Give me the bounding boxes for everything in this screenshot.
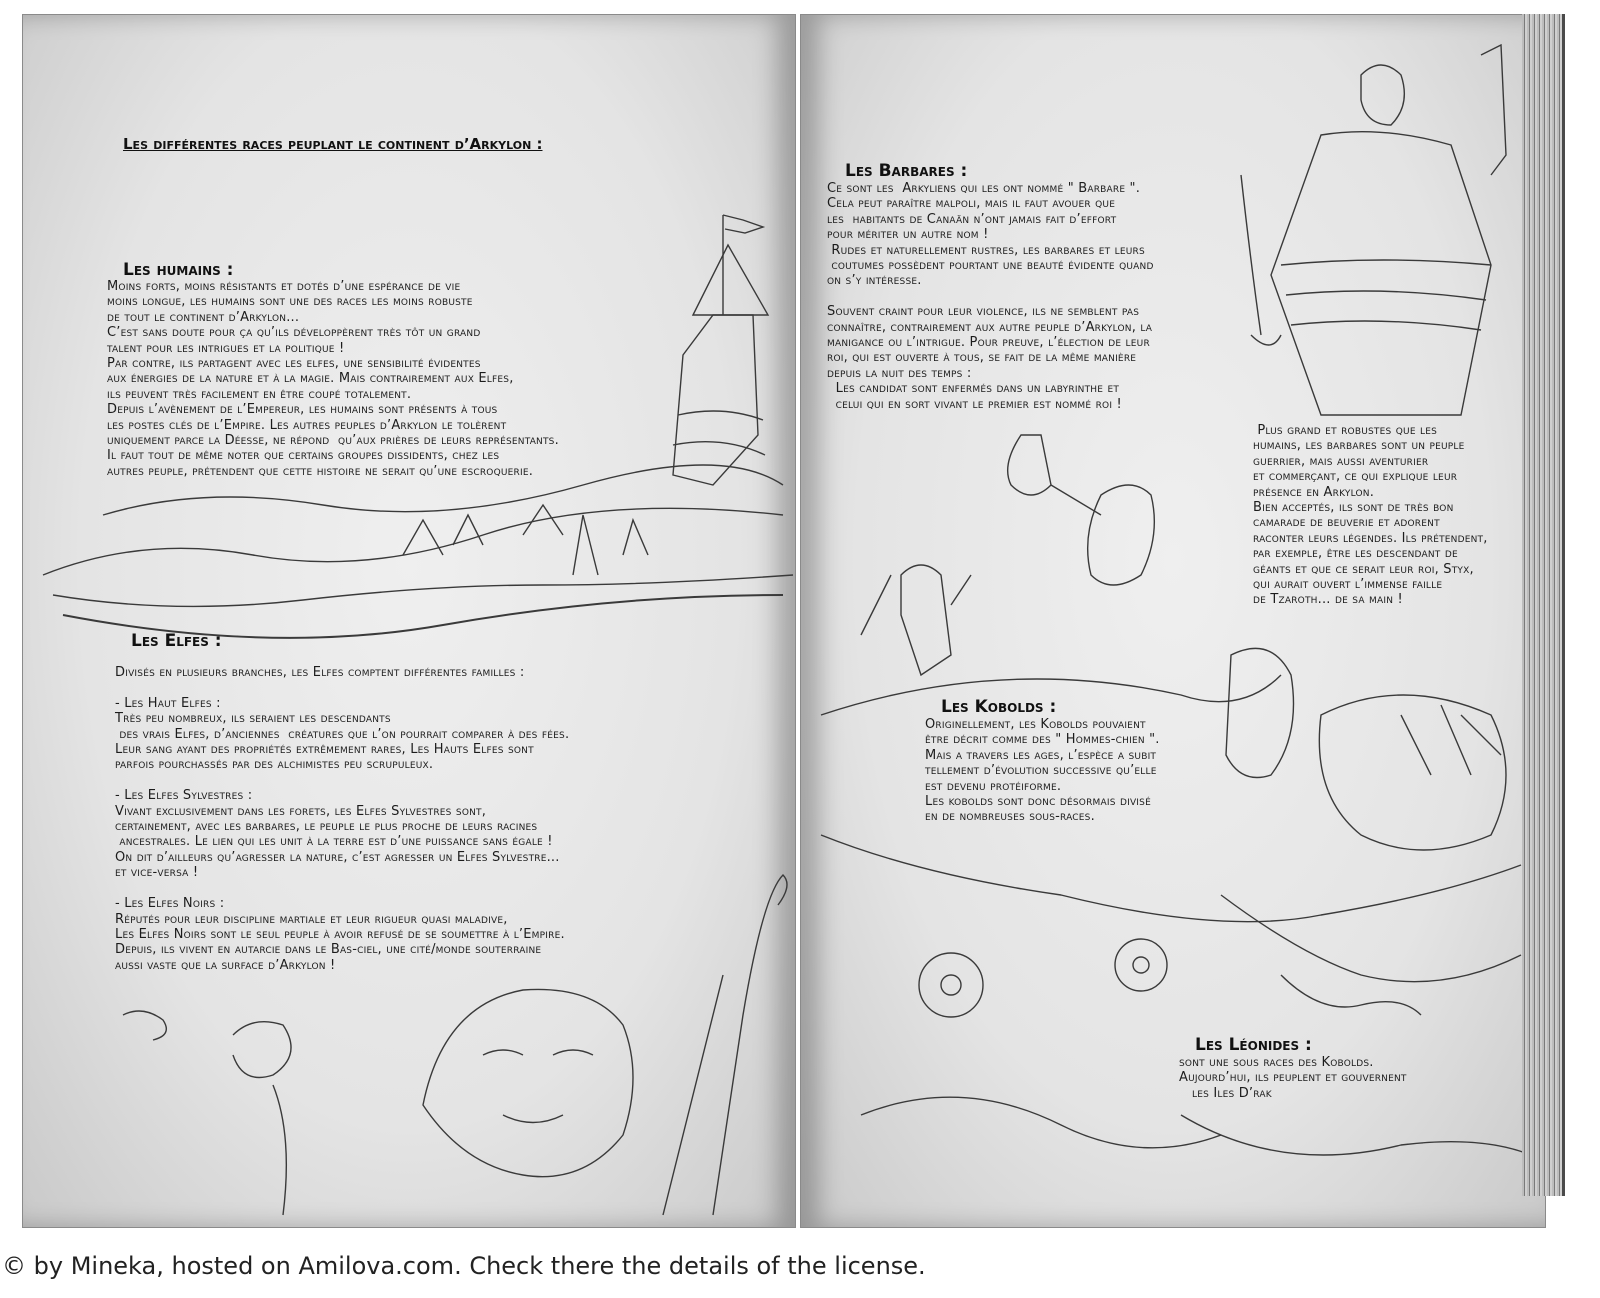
text-line: Aujourd’hui, ils peuplent et gouvernent: [1179, 1070, 1407, 1086]
text-line: les habitants de Canaän n’ont jamais fait d’effort: [827, 211, 1117, 227]
leonides-text: [1179, 1055, 1407, 1101]
text-line: uniquement parce la Déesse, ne répond qu’aux prières de leurs représentants.: [107, 433, 559, 449]
text-line: Par contre, ils partagent avec les elfes, une sensibilité évidentes: [107, 356, 481, 372]
barbares-aside-text: [1253, 423, 1488, 608]
text-line: camarade de beuverie et adorent: [1253, 515, 1440, 531]
text-line: [115, 773, 569, 788]
text-line: - Les Elfes Noirs :: [115, 896, 225, 912]
text-line: Souvent craint pour leur violence, ils ne semblent pas: [827, 304, 1140, 320]
text-line: certainement, avec les barbares, le peuple le plus proche de leurs racines: [115, 819, 538, 835]
text-line: et commerçant, ce qui explique leur: [1253, 469, 1458, 485]
text-line: on s’y intéresse.: [827, 273, 922, 289]
text-line: Les kobolds sont donc désormais divisé: [925, 794, 1151, 810]
text-line: Plus grand et robustes que les: [1253, 423, 1438, 438]
text-line: ancestrales. Le lien qui les unit à la terre est d’une puissance sans égale !: [115, 834, 553, 850]
text-line: C’est sans doute pour ça qu’ils développèrent très tôt un grand: [107, 325, 481, 341]
left-page: [22, 14, 796, 1228]
text-line: est devenu protéiforme.: [925, 778, 1062, 794]
text-line: Il faut tout de même noter que certains groupes dissidents, chez les: [107, 448, 500, 464]
text-line: depuis la nuit des temps :: [827, 365, 972, 381]
right-page: [800, 14, 1546, 1228]
text-line: et vice-versa !: [115, 865, 199, 881]
text-line: [115, 881, 569, 896]
elfes-text: [115, 665, 569, 973]
text-line: de tout le continent d’Arkylon...: [107, 309, 300, 325]
book-page-edges: [1522, 14, 1565, 1196]
text-line: de Tzaroth... de sa main !: [1253, 592, 1403, 608]
kobolds-heading: Les Kobolds :: [941, 697, 1057, 717]
humains-text: [107, 279, 559, 479]
leonides-heading: Les Léonides :: [1195, 1035, 1312, 1055]
text-line: qui aurait ouvert l’immense faille: [1253, 577, 1443, 593]
kobolds-text: [925, 717, 1160, 825]
text-line: connaître, contrairement aux autre peuple d’Arkylon, la: [827, 319, 1153, 335]
text-line: [115, 680, 569, 695]
text-line: [827, 289, 1154, 304]
barbares-text: [827, 181, 1154, 412]
text-line: Les Elfes Noirs sont le seul peuple à avoir refusé de se soumettre à l’Empire.: [115, 926, 565, 942]
humains-heading: Les humains :: [123, 260, 234, 280]
text-line: autres peuple, prétendent que cette histoire ne serait qu’une escroquerie.: [107, 463, 534, 479]
text-line: parfois pourchassés par des alchimistes peu scrupuleux.: [115, 757, 434, 773]
open-sketchbook: [22, 14, 1590, 1228]
text-line: présence en Arkylon.: [1253, 484, 1375, 500]
text-line: des vrais Elfes, d’anciennes créatures que l’on pourrait comparer à des fées.: [115, 726, 570, 742]
text-line: par exemple, être les descendant de: [1253, 546, 1458, 562]
license-footer: © by Mineka, hosted on Amilova.com. Check there the details of the license.: [2, 1252, 926, 1280]
text-line: aussi vaste que la surface d’Arkylon !: [115, 957, 336, 973]
text-line: Moins forts, moins résistants et dotés d’une espérance de vie: [107, 279, 461, 294]
text-line: - Les Elfes Sylvestres :: [115, 788, 253, 804]
text-line: Mais a travers les ages, l’espèce a subit: [925, 747, 1157, 763]
elfes-heading: Les Elfes :: [131, 631, 222, 651]
text-line: Depuis l’avènement de l’Empereur, les humains sont présents à tous: [107, 402, 498, 418]
text-line: talent pour les intrigues et la politique !: [107, 340, 345, 356]
text-line: Depuis, ils vivent en autarcie dans le Bas-ciel, une cité/monde souterraine: [115, 942, 542, 958]
page-title: Les différentes races peuplant le continent d’Arkylon :: [123, 135, 543, 153]
text-line: Très peu nombreux, ils seraient les descendants: [115, 711, 391, 727]
castle-landscape-sketch: [23, 15, 795, 1227]
text-line: être décrit comme des " Hommes-chien ".: [925, 732, 1160, 748]
barbares-heading: Les Barbares :: [845, 161, 968, 181]
text-line: - Les Haut Elfes :: [115, 695, 221, 711]
text-line: sont une sous races des Kobolds.: [1179, 1055, 1374, 1070]
text-line: On dit d’ailleurs qu’agresser la nature, c’est agresser un Elfes Sylvestre...: [115, 849, 560, 865]
text-line: humains, les barbares sont un peuple: [1253, 438, 1465, 454]
text-line: tellement d’évolution successive qu’elle: [925, 763, 1157, 779]
text-line: roi, qui est ouverte à tous, se fait de la même manière: [827, 350, 1137, 366]
text-line: ils peuvent très facilement en être coupé totalement.: [107, 386, 412, 402]
text-line: Divisés en plusieurs branches, les Elfes comptent différentes familles :: [115, 665, 525, 680]
text-line: coutumes possèdent pourtant une beauté évidente quand: [827, 258, 1154, 274]
text-line: les Iles D’rak: [1179, 1085, 1272, 1101]
text-line: Originellement, les Kobolds pouvaient: [925, 717, 1146, 732]
text-line: Vivant exclusivement dans les forets, les Elfes Sylvestres sont,: [115, 803, 487, 819]
text-line: Rudes et naturellement rustres, les barbares et leurs: [827, 242, 1145, 258]
text-line: Leur sang ayant des propriétés extrêmement rares, Les Hauts Elfes sont: [115, 742, 534, 758]
text-line: Ce sont les Arkyliens qui les ont nommé " Barbare ".: [827, 181, 1141, 196]
text-line: pour mériter un autre nom !: [827, 227, 989, 243]
text-line: Cela peut paraître malpoli, mais il faut avouer que: [827, 196, 1116, 212]
text-line: Bien acceptés, ils sont de très bon: [1253, 500, 1454, 516]
text-line: géants et que ce serait leur roi, Styx,: [1253, 561, 1474, 577]
text-line: manigance ou l’intrigue. Pour preuve, l’élection de leur: [827, 335, 1150, 351]
text-line: aux énergies de la nature et à la magie. Mais contrairement aux Elfes,: [107, 371, 514, 387]
text-line: Les candidat sont enfermés dans un labyrinthe et: [827, 381, 1120, 397]
text-line: Réputés pour leur discipline martiale et leur rigueur quasi maladive,: [115, 911, 508, 927]
text-line: celui qui en sort vivant le premier est nommé roi !: [827, 396, 1122, 412]
text-line: moins longue, les humains sont une des races les moins robuste: [107, 294, 473, 310]
text-line: guerrier, mais aussi aventurier: [1253, 453, 1429, 469]
text-line: en de nombreuses sous-races.: [925, 809, 1095, 825]
text-line: raconter leurs légendes. Ils prétendent,: [1253, 530, 1488, 546]
text-line: les postes clés de l’Empire. Les autres peuples d’Arkylon le tolèrent: [107, 417, 507, 433]
